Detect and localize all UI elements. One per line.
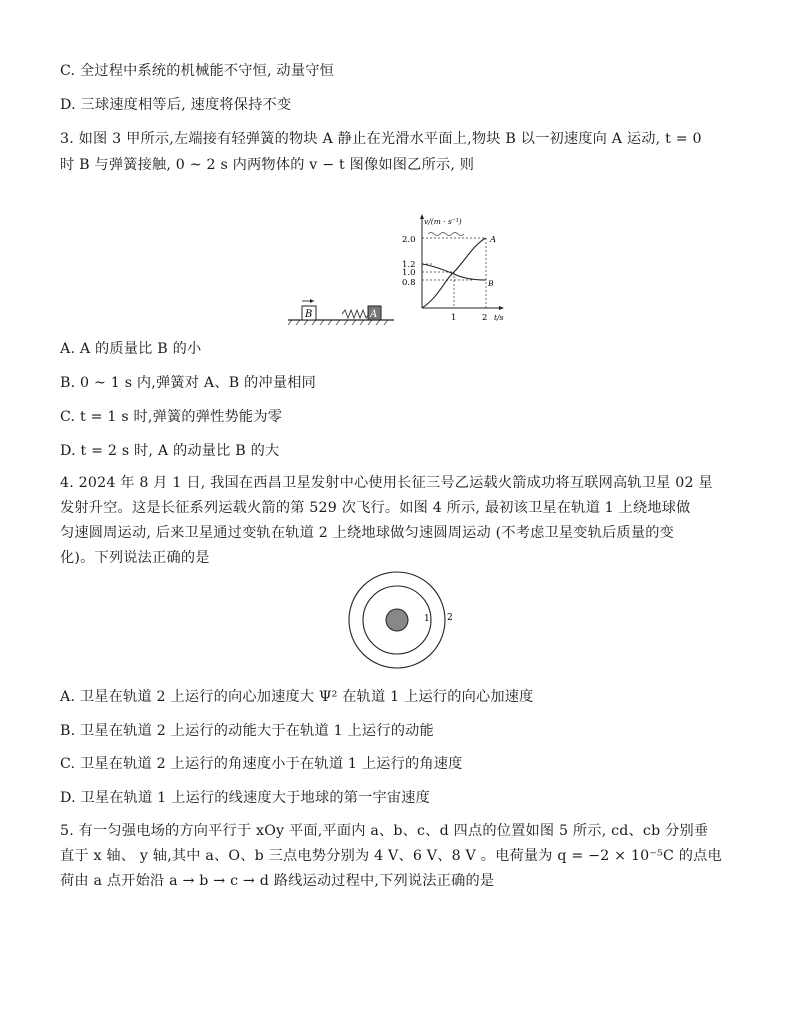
y-tick-0-8: 0.8 bbox=[402, 278, 416, 288]
figure-3-blocks bbox=[286, 290, 396, 326]
y-axis-label: v/(m · s⁻¹) bbox=[424, 217, 462, 226]
q3-option-d: D. t = 2 s 时, A 的动量比 B 的大 bbox=[60, 443, 280, 459]
orbit-2-label: 2 bbox=[447, 613, 453, 623]
q4-stem-line-2: 发射升空。这是长征系列运载火箭的第 529 次飞行。如图 4 所示, 最初该卫星在轨道 1 上绕地球做 bbox=[60, 500, 691, 516]
spring bbox=[342, 310, 369, 318]
q3-option-b: B. 0 ~ 1 s 内,弹簧对 A、B 的冲量相同 bbox=[60, 375, 316, 391]
earth bbox=[386, 609, 408, 631]
q3-option-a: A. A 的质量比 B 的小 bbox=[60, 341, 202, 357]
q2-option-d: D. 三球速度相等后, 速度将保持不变 bbox=[60, 97, 292, 113]
q5-stem-line-1: 5. 有一匀强电场的方向平行于 xOy 平面,平面内 a、b、c、d 四点的位置如图 5 所示, cd、cb 分别垂 bbox=[60, 823, 709, 839]
figure-3-vt-graph bbox=[398, 212, 510, 324]
q5-stem-line-2: 直于 x 轴、 y 轴,其中 a、O、b 三点电势分别为 4 V、6 V、8 V 。电荷量为 q = −2 × 10⁻⁵C 的点电 bbox=[60, 848, 722, 864]
y-tick-2-0: 2.0 bbox=[402, 235, 416, 245]
x-axis-label: t/s bbox=[494, 313, 504, 322]
q4-stem-line-3: 匀速圆周运动, 后来卫星通过变轨在轨道 2 上绕地球做匀速圆周运动 (不考虑卫星变轨后质量的变 bbox=[60, 525, 675, 541]
q3-stem-line-1: 3. 如图 3 甲所示,左端接有轻弹簧的物块 A 静止在光滑水平面上,物块 B 以一初速度向 A 运动, t = 0 bbox=[60, 131, 702, 147]
q4-stem-line-4: 化)。下列说法正确的是 bbox=[60, 550, 210, 566]
y-tick-1-0: 1.0 bbox=[402, 268, 416, 278]
x-tick-2: 2 bbox=[482, 313, 488, 323]
q4-option-d: D. 卫星在轨道 1 上运行的线速度大于地球的第一宇宙速度 bbox=[60, 790, 431, 806]
q3-option-c: C. t = 1 s 时,弹簧的弹性势能为零 bbox=[60, 409, 283, 425]
y-tick-1-2: 1.2 bbox=[402, 260, 416, 270]
block-b-label: B bbox=[305, 309, 313, 320]
figure-4-orbits bbox=[340, 568, 460, 672]
q4-stem-line-1: 4. 2024 年 8 月 1 日, 我国在西昌卫星发射中心使用长征三号乙运载火箭成功将互联网高轨卫星 02 星 bbox=[60, 475, 713, 491]
curve-a-label: A bbox=[490, 235, 497, 245]
q4-option-c: C. 卫星在轨道 2 上运行的角速度小于在轨道 1 上运行的角速度 bbox=[60, 756, 463, 772]
q2-option-c: C. 全过程中系统的机械能不守恒, 动量守恒 bbox=[60, 63, 334, 79]
block-a-label: A bbox=[370, 309, 378, 320]
q5-stem-line-3: 荷由 a 点开始沿 a → b → c → d 路线运动过程中,下列说法正确的是 bbox=[60, 873, 495, 889]
q4-option-b: B. 卫星在轨道 2 上运行的动能大于在轨道 1 上运行的动能 bbox=[60, 723, 434, 739]
curve-b-label: B bbox=[488, 279, 494, 288]
q3-stem-line-2: 时 B 与弹簧接触, 0 ~ 2 s 内两物体的 v − t 图像如图乙所示, 则 bbox=[60, 157, 475, 173]
x-tick-1: 1 bbox=[451, 313, 457, 323]
q4-option-a: A. 卫星在轨道 2 上运行的向心加速度大 Ψ² 在轨道 1 上运行的向心加速度 bbox=[60, 689, 534, 705]
orbit-1-label: 1 bbox=[424, 614, 430, 624]
